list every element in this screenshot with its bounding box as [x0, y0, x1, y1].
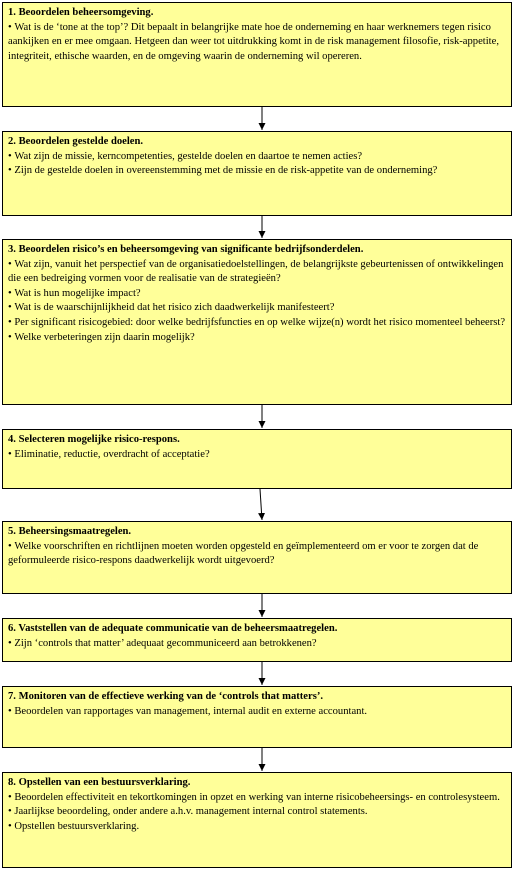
step-8-title: 8. Opstellen van een bestuursverklaring.	[8, 777, 191, 788]
step-3-bullet-4: • Per significant risicogebied: door welke bedrijfsfuncties en op welke wijze(n) wordt het risico momenteel beheerst?	[8, 316, 506, 331]
step-1-box	[2, 2, 512, 107]
step-7-title: 7. Monitoren van de effectieve werking van de ‘controls that matters’.	[8, 691, 324, 702]
step-4-title: 4. Selecteren mogelijke risico-respons.	[8, 434, 180, 445]
step-4-bullet-1: • Eliminatie, reductie, overdracht of acceptatie?	[8, 448, 506, 463]
step-2-bullet-2: • Zijn de gestelde doelen in overeenstemming met de missie en de risk-appetite van de onderneming?	[8, 164, 506, 179]
step-7-bullet-1: • Beoordelen van rapportages van management, internal audit en externe accountant.	[8, 705, 506, 720]
step-8-bullet-1: • Beoordelen effectiviteit en tekortkomingen in opzet en werking van interne risicobeheersings- en controlesysteem.	[8, 791, 506, 806]
step-2-title: 2. Beoordelen gestelde doelen.	[8, 136, 144, 147]
step-5-box	[2, 521, 512, 594]
step-3-bullet-3: • Wat is de waarschijnlijkheid dat het risico zich daadwerkelijk manifesteert?	[8, 301, 506, 316]
step-1-title: 1. Beoordelen beheersomgeving.	[8, 7, 154, 18]
step-3-bullet-1: • Wat zijn, vanuit het perspectief van de organisatiedoelstellingen, de belangrijkste gebeurtenissen of ontwikkelingen die een bedreiging vormen voor de realisatie van de strategieën?	[8, 258, 506, 287]
step-2-bullet-1: • Wat zijn de missie, kerncompetenties, gestelde doelen en daartoe te nemen acties?	[8, 150, 506, 165]
step-2-box	[2, 131, 512, 216]
step-1-bullet-1: • Wat is de ‘tone at the top’? Dit bepaalt in belangrijke mate hoe de onderneming en haar werknemers tegen risico aankijken en er mee omgaan. Hetgeen dan weer tot uitdrukking komt in de risk management filosofie, risk-appetite, integriteit, ethische waarden, en de omgeving waarin de onderneming wil opereren.	[8, 21, 506, 65]
step-5-title: 5. Beheersingsmaatregelen.	[8, 526, 132, 537]
step-3-bullet-5: • Welke verbeteringen zijn daarin mogelijk?	[8, 331, 506, 346]
step-3-title: 3. Beoordelen risico’s en beheersomgeving van significante bedrijfsonderdelen.	[8, 244, 364, 255]
step-3-box	[2, 239, 512, 405]
step-8-bullet-2: • Jaarlijkse beoordeling, onder andere a.h.v. management internal control statements.	[8, 805, 506, 820]
arrow-4-to-5	[260, 489, 262, 520]
step-5-bullet-1: • Welke voorschriften en richtlijnen moeten worden opgesteld en geïmplementeerd om er voor te zorgen dat de geformuleerde risico-respons daadwerkelijk wordt uitgevoerd?	[8, 540, 506, 569]
step-3-bullet-2: • Wat is hun mogelijke impact?	[8, 287, 506, 302]
step-6-box	[2, 618, 512, 662]
step-7-box	[2, 686, 512, 748]
step-8-box	[2, 772, 512, 868]
step-8-bullet-3: • Opstellen bestuursverklaring.	[8, 820, 506, 835]
step-4-box	[2, 429, 512, 489]
step-6-bullet-1: • Zijn ‘controls that matter’ adequaat gecommuniceerd aan betrokkenen?	[8, 637, 506, 652]
step-6-title: 6. Vaststellen van de adequate communicatie van de beheersmaatregelen.	[8, 623, 338, 634]
